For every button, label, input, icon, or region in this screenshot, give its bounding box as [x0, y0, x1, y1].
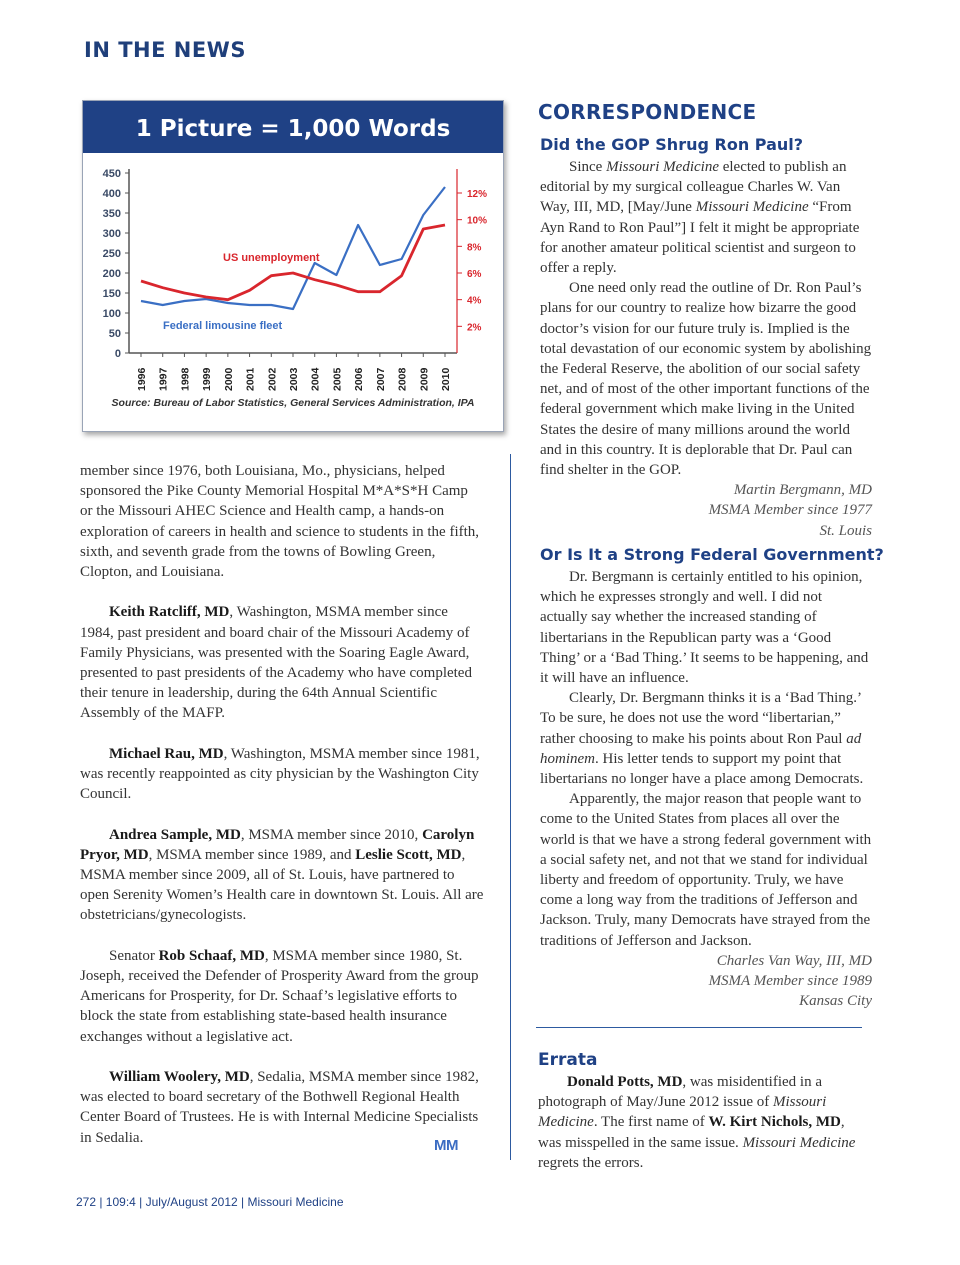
left-tick-label: 0: [114, 348, 121, 360]
right-tick-label: 2%: [467, 322, 482, 334]
news-item: member since 1976, both Louisiana, Mo., physicians, helped sponsored the Pike County Memorial Hospital M*A*S*H Camp or the Missouri AHEC Science and Health camp, a hands-on exploration of careers in health and science to students in the fifth, sixth, and seventh grade from the towns of Bowling Green, Clopton, and Louisiana.: [80, 463, 480, 581]
news-column: [80, 461, 484, 1148]
section-heading: IN THE NEWS: [84, 38, 246, 62]
left-tick-label: 150: [102, 288, 121, 300]
right-tick-label: 6%: [467, 269, 482, 280]
chart-title: 1 Picture = 1,000 Words: [83, 101, 503, 153]
signature-city: Kansas City: [799, 993, 872, 1010]
news-item: Michael Rau, MD, Washington, MSMA member since 1981, was recently reappointed as city physician by the Washington City Council.: [80, 745, 480, 803]
x-tick-label: 2009: [418, 367, 431, 391]
line-chart: [83, 153, 503, 397]
paragraph: One need only read the outline of Dr. Ron Paul’s plans for our country to realize how bizarre the good doctor’s vision for our future truly is. Implied is the total devastation of our economic system by abolishing the Federal Reserve, the abolition of our social safety net, and of most of the other important functions of the federal government which make living in the United States the desire of many millions around the world and in this country. It is deplorable that Dr. Paul can find shelter in the GOP.: [540, 280, 872, 479]
errata-heading: Errata: [538, 1050, 598, 1070]
paragraph: Since Missouri Medicine elected to publish an editorial by my surgical colleague Charles W. Van Way, III, MD, [May/June Missouri Medicine “From Ayn Rand to Ron Paul”] I felt it might be appropriate for another amateur political scientist and surgeon to offer a reply.: [540, 159, 860, 277]
page-footer: 272 | 109:4 | July/August 2012 | Missouri Medicine: [76, 1195, 344, 1209]
x-tick-label: 2004: [309, 367, 322, 391]
signature-member: MSMA Member since 1977: [708, 502, 872, 519]
x-tick-label: 1999: [201, 367, 214, 391]
left-tick-label: 100: [102, 308, 121, 320]
x-tick-label: 2001: [244, 367, 257, 391]
letter-body: [540, 567, 872, 1011]
left-tick-label: 250: [102, 248, 121, 260]
series-line: [141, 187, 445, 309]
x-tick-label: 1998: [179, 367, 192, 391]
signature-member: MSMA Member since 1989: [708, 973, 872, 990]
x-tick-label: 2002: [266, 367, 279, 391]
right-tick-label: 8%: [467, 242, 482, 254]
x-tick-label: 2000: [222, 367, 235, 391]
column-divider: [510, 454, 511, 1160]
x-tick-label: 2008: [396, 367, 409, 391]
news-item: William Woolery, MD, Sedalia, MSMA member since 1982, was elected to board secretary of the Bothwell Regional Health Center Board of Trustees. He is with Internal Medicine Specialists in Sedalia.: [80, 1069, 479, 1146]
end-mark-logo: MM: [434, 1137, 458, 1154]
x-tick-label: 2010: [440, 367, 452, 391]
paragraph: Apparently, the major reason that people want to come to the United States from places all over the world is that we have a strong federal government with a social safety net, and not that we stand for individual liberty and freedom of opportunity. Truly, we have come a long way from the traditions of Jefferson and Jackson. Truly, many Democrats have strayed from the traditions of Jefferson and Jackson.: [540, 791, 872, 949]
chart-figure: [82, 100, 504, 432]
left-tick-label: 450: [102, 168, 121, 180]
right-tick-label: 12%: [467, 189, 488, 200]
paragraph: Donald Potts, MD, was misidentified in a photograph of May/June 2012 issue of Missouri Medicine. The first name of W. Kirt Nichols, MD, was misspelled in the same issue. Missouri Medicine regrets the errors.: [538, 1074, 856, 1171]
left-tick-label: 400: [102, 188, 121, 200]
signature-city: St. Louis: [819, 522, 872, 539]
x-tick-label: 2005: [331, 367, 344, 391]
series-label: Federal limousine fleet: [163, 320, 283, 332]
left-tick-label: 350: [102, 208, 121, 220]
x-tick-label: 1997: [157, 367, 170, 391]
section-divider: [536, 1027, 862, 1028]
series-label: US unemployment: [223, 252, 320, 264]
right-tick-label: 4%: [467, 295, 482, 307]
paragraph: Dr. Bergmann is certainly entitled to his opinion, which he expresses strongly and well. I did not actually say whether the increased standing of libertarians in the Republican party was a ‘Good Thing’ or a ‘Bad Thing.’ It seems to be happening, and it will have an influence.: [540, 569, 869, 687]
left-tick-label: 50: [108, 328, 121, 340]
left-tick-label: 300: [102, 228, 121, 240]
signature-name: Charles Van Way, III, MD: [716, 952, 872, 969]
news-item: Keith Ratcliff, MD, Washington, MSMA member since 1984, past president and board chair of the Missouri Academy of Family Physicians, was presented with the Soaring Eagle Award, presented to past presidents of the Academy who have completed their tenure in leadership, during the 64th Annual Scientific Assembly of the MAFP.: [80, 604, 472, 722]
news-item: Senator Rob Schaaf, MD, MSMA member since 1980, St. Joseph, received the Defender of Prosperity Award from the group Americans for Prosperity, for Dr. Schaaf’s legislative efforts to block the state from establishing state-based health insurance exchanges without a legislative act.: [80, 947, 479, 1045]
correspondence-heading: CORRESPONDENCE: [538, 100, 757, 124]
chart-source: Source: Bureau of Labor Statistics, General Services Administration, IPA: [111, 397, 475, 409]
x-tick-label: 2003: [288, 367, 300, 391]
right-tick-label: 10%: [467, 215, 488, 227]
left-tick-label: 200: [102, 268, 121, 280]
x-tick-label: 2007: [374, 367, 387, 391]
signature-name: Martin Bergmann, MD: [733, 482, 872, 499]
paragraph: Clearly, Dr. Bergmann thinks it is a ‘Bad Thing.’ To be sure, he does not use the word “libertarian,” rather choosing to make his points about Ron Paul ad hominem. His letter tends to support my point that libertarians no longer have a place among Democrats.: [540, 690, 864, 788]
letter-body: [540, 157, 872, 541]
news-item: Andrea Sample, MD, MSMA member since 2010, Carolyn Pryor, MD, MSMA member since 1989, and Leslie Scott, MD, MSMA member since 2009, all of St. Louis, have partnered to open Serenity Women’s Health care in downtown St. Louis. All are obstetricians/gynecologists.: [80, 826, 484, 924]
x-tick-label: 2006: [353, 367, 366, 391]
x-tick-label: 1996: [136, 367, 148, 391]
letter-title: Or Is It a Strong Federal Government?: [540, 545, 884, 564]
errata-body: [538, 1072, 868, 1173]
letter-title: Did the GOP Shrug Ron Paul?: [540, 135, 804, 154]
